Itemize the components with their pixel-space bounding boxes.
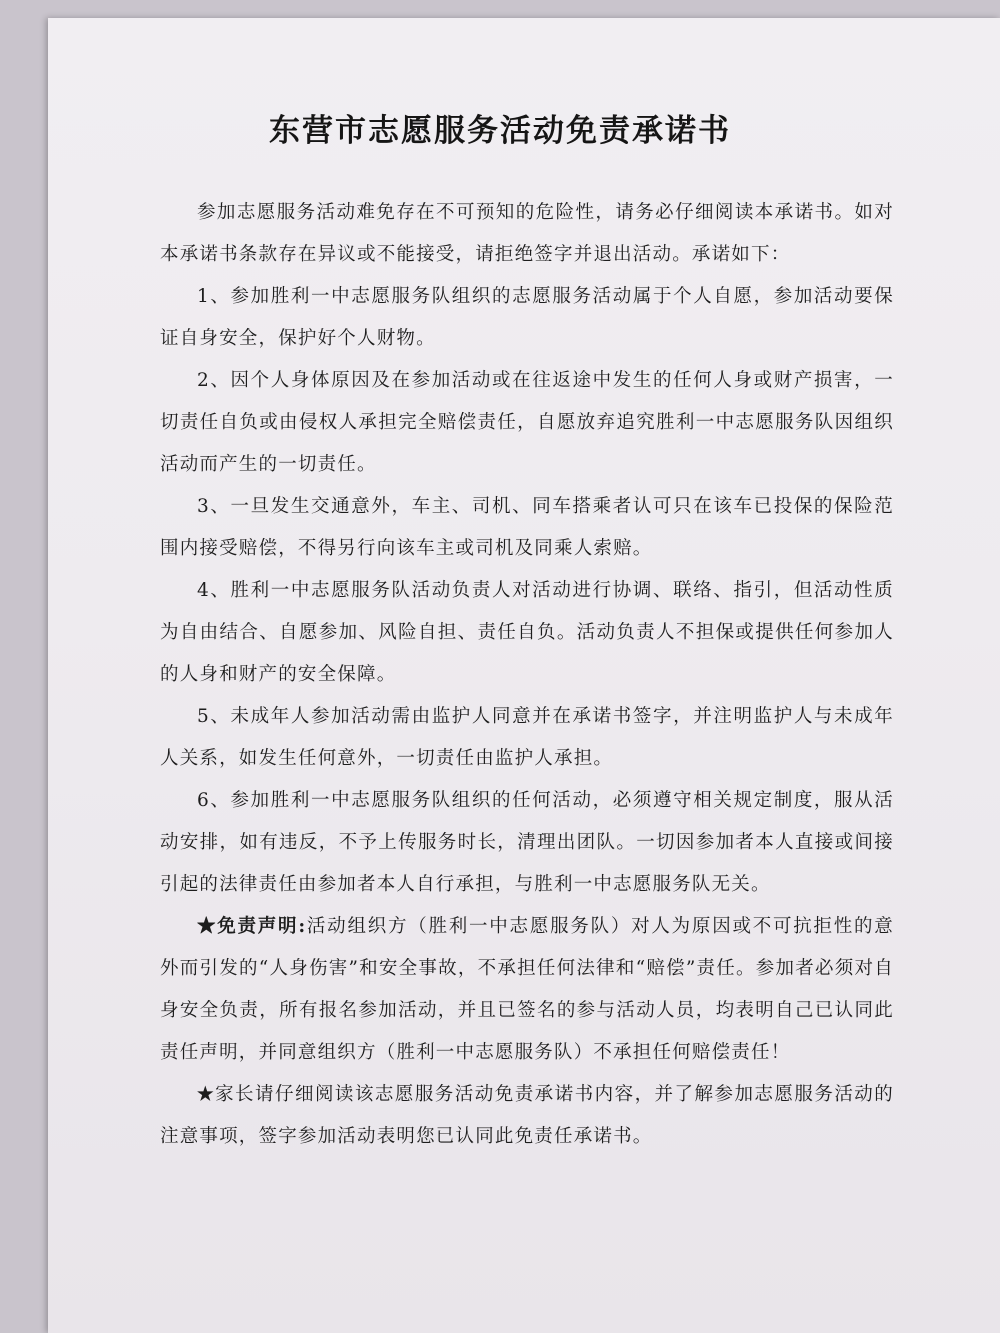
document-title: 东营市志愿服务活动免责承诺书 (269, 113, 731, 149)
clause-1: 1、参加胜利一中志愿服务队组织的志愿服务活动属于个人自愿，参加活动要保证自身安全，保护好个人财物。 (160, 286, 894, 349)
clause-4: 4、胜利一中志愿服务队活动负责人对活动进行协调、联络、指引，但活动性质为自由结合、自愿参加、风险自担、责任自负。活动负责人不担保或提供任何参加人的人身和财产的安全保障。 (160, 580, 894, 685)
disclaimer-paragraph (160, 906, 894, 1074)
clause-2: 2、因个人身体原因及在参加活动或在往返途中发生的任何人身或财产损害，一切责任自负或由侵权人承担完全赔偿责任，自愿放弃追究胜利一中志愿服务队因组织活动而产生的一切责任。 (160, 370, 894, 475)
parent-note-text: 家长请仔细阅读该志愿服务活动免责承诺书内容，并了解参加志愿服务活动的注意事项，签字参加活动表明您已认同此免责任承诺书。 (160, 1084, 894, 1147)
clause-6: 6、参加胜利一中志愿服务队组织的任何活动，必须遵守相关规定制度，服从活动安排，如有违反，不予上传服务时长，清理出团队。一切因参加者本人直接或间接引起的法律责任由参加者本人自行承担，与胜利一中志愿服务队无关。 (160, 790, 894, 895)
parent-note-star: ★ (197, 1084, 216, 1105)
clause-5: 5、未成年人参加活动需由监护人同意并在承诺书签字，并注明监护人与未成年人关系，如发生任何意外，一切责任由监护人承担。 (160, 706, 894, 769)
disclaimer-text: 活动组织方（胜利一中志愿服务队）对人为原因或不可抗拒性的意外而引发的“人身伤害”和安全事故，不承担任何法律和“赔偿”责任。参加者必须对自身安全负责，所有报名参加活动，并且已签名的参与活动人员，均表明自己已认同此责任声明，并同意组织方（胜利一中志愿服务队）不承担任何赔偿责任！ (160, 916, 895, 1063)
disclaimer-label: ★免责声明: (197, 916, 307, 937)
parent-note-paragraph (160, 1074, 894, 1158)
clause-3: 3、一旦发生交通意外，车主、司机、同车搭乘者认可只在该车已投保的保险范围内接受赔偿，不得另行向该车主或司机及同乘人索赔。 (160, 496, 894, 559)
intro-paragraph: 参加志愿服务活动难免存在不可预知的危险性，请务必仔细阅读本承诺书。如对本承诺书条款存在异议或不能接受，请拒绝签字并退出活动。承诺如下： (160, 202, 894, 265)
document-body (160, 192, 894, 1158)
